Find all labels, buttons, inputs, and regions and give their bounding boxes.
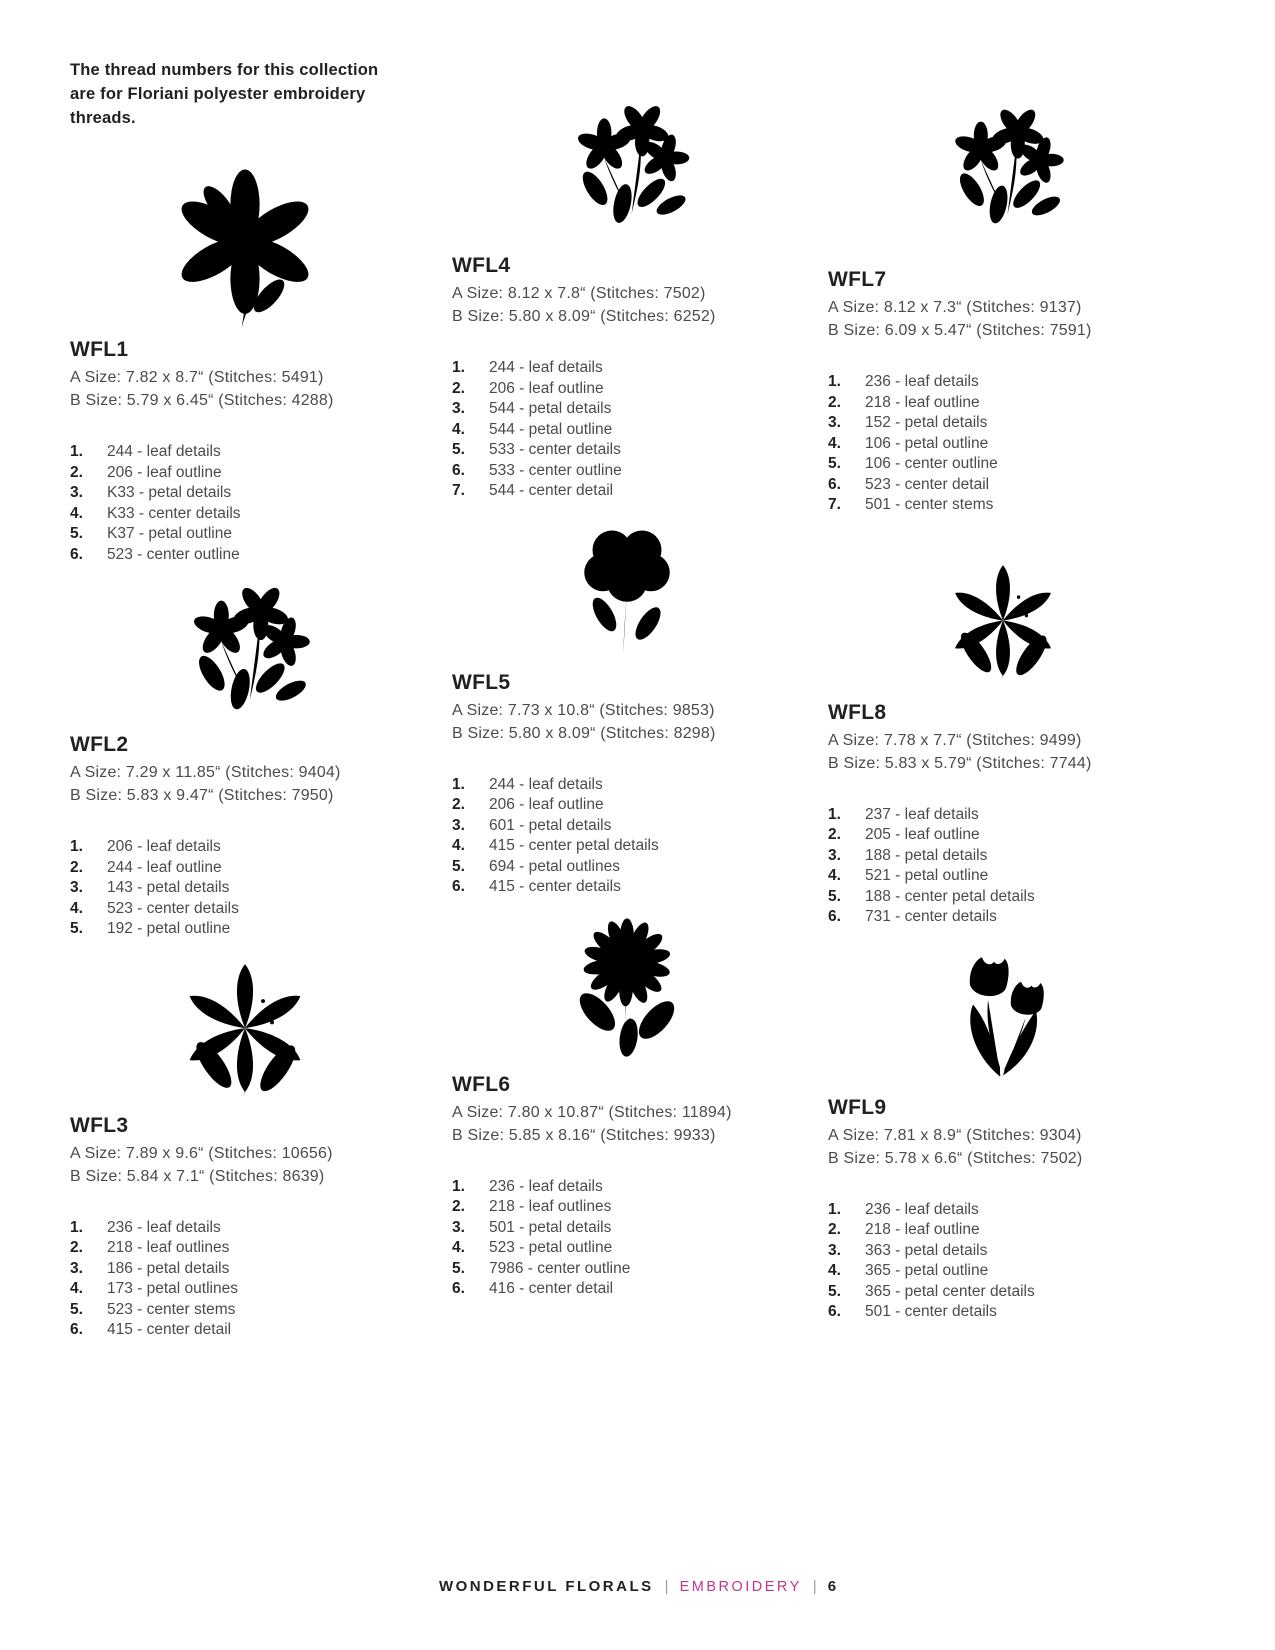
thread-list-item xyxy=(828,495,1178,516)
thread-list-item xyxy=(828,825,1178,846)
thread-list-item xyxy=(70,442,420,463)
item-number: 4. xyxy=(70,504,83,522)
item-text: 501 - center stems xyxy=(865,496,994,513)
thread-list-item xyxy=(452,877,802,898)
thread-list-item xyxy=(452,836,802,857)
item-text: 106 - petal outline xyxy=(865,434,989,452)
item-number: 1. xyxy=(70,1218,83,1236)
item-text: 236 - leaf details xyxy=(865,373,979,390)
item-number: 4. xyxy=(828,867,841,884)
item-number: 7. xyxy=(828,496,841,513)
item-number: 1. xyxy=(452,775,465,793)
thread-list-item xyxy=(828,372,1178,393)
thread-list xyxy=(828,372,1178,516)
item-text: 218 - leaf outline xyxy=(865,1221,980,1238)
item-text: 365 - petal outline xyxy=(865,1262,989,1279)
size-b: B Size: 5.85 x 8.16“ (Stitches: 9933) xyxy=(452,1126,716,1144)
flower-wfl7-image xyxy=(929,92,1077,240)
thread-list-item xyxy=(70,1259,420,1280)
thread-list-item xyxy=(828,1200,1178,1221)
footer-category: EMBROIDERY xyxy=(679,1578,802,1595)
item-text: 106 - center outline xyxy=(865,455,998,472)
item-text: K33 - center details xyxy=(107,504,241,522)
thread-list-item xyxy=(70,1300,420,1321)
design-card-wfl4 xyxy=(452,254,802,502)
thread-list-item xyxy=(452,775,802,796)
flower-illustration-wfl8 xyxy=(828,546,1178,688)
item-text: 523 - center detail xyxy=(865,475,990,493)
item-number: 6. xyxy=(828,908,841,925)
design-card-wfl7 xyxy=(828,268,1178,516)
flower-wfl2-image xyxy=(166,569,324,727)
thread-list-item xyxy=(828,1302,1178,1323)
thread-list-item xyxy=(452,1218,802,1239)
item-text: K37 - petal outline xyxy=(107,525,232,542)
flower-illustration-wfl6 xyxy=(452,900,802,1060)
item-text: 415 - center detail xyxy=(107,1321,232,1338)
item-number: 6. xyxy=(452,1280,465,1297)
thread-list-item xyxy=(452,816,802,837)
item-number: 2. xyxy=(452,1198,465,1215)
footer-divider: | xyxy=(664,1578,669,1595)
design-card-wfl8 xyxy=(828,701,1178,928)
item-text: 244 - leaf details xyxy=(489,775,603,793)
size-a: A Size: 7.81 x 8.9“ (Stitches: 9304) xyxy=(828,1126,1082,1144)
thread-list-item xyxy=(452,440,802,461)
item-text: 544 - petal outline xyxy=(489,420,613,438)
thread-list-item xyxy=(70,878,420,899)
item-text: 501 - center details xyxy=(865,1303,997,1320)
item-text: 365 - petal center details xyxy=(865,1282,1035,1300)
item-text: 601 - petal details xyxy=(489,816,612,834)
item-text: 501 - petal details xyxy=(489,1218,612,1236)
item-text: 236 - leaf details xyxy=(489,1177,603,1195)
design-card-wfl2 xyxy=(70,733,420,940)
item-text: 236 - leaf details xyxy=(865,1200,979,1218)
item-text: 244 - leaf details xyxy=(107,443,221,460)
thread-list-item xyxy=(452,1197,802,1218)
thread-list-item xyxy=(452,857,802,878)
item-number: 4. xyxy=(70,899,83,917)
design-title: WFL6 xyxy=(452,1072,511,1096)
thread-list-item xyxy=(452,358,802,379)
item-number: 3. xyxy=(70,879,83,896)
thread-list-item xyxy=(828,1220,1178,1241)
size-a: A Size: 8.12 x 7.8“ (Stitches: 7502) xyxy=(452,285,706,302)
item-number: 5. xyxy=(452,857,465,875)
thread-list-item xyxy=(70,483,420,504)
item-number: 6. xyxy=(828,475,841,493)
size-b: B Size: 5.79 x 6.45“ (Stitches: 4288) xyxy=(70,392,334,409)
item-number: 3. xyxy=(452,1218,465,1236)
item-number: 3. xyxy=(452,816,465,834)
size-a: A Size: 7.78 x 7.7“ (Stitches: 9499) xyxy=(828,731,1082,749)
item-number: 4. xyxy=(828,434,841,452)
item-text: 7986 - center outline xyxy=(489,1259,631,1277)
flower-illustration-wfl1 xyxy=(70,160,420,332)
thread-list-item xyxy=(70,524,420,545)
item-number: 2. xyxy=(70,463,83,481)
thread-list xyxy=(452,358,802,502)
item-number: 2. xyxy=(452,379,465,397)
flower-wfl6-image xyxy=(547,900,707,1060)
size-a: A Size: 7.80 x 10.87“ (Stitches: 11894) xyxy=(452,1103,732,1121)
thread-list-item xyxy=(70,463,420,484)
thread-list-item xyxy=(452,1259,802,1280)
flower-illustration-wfl3 xyxy=(70,942,420,1106)
item-number: 7. xyxy=(452,482,465,499)
item-text: 521 - petal outline xyxy=(865,867,989,884)
item-number: 1. xyxy=(70,443,83,460)
item-number: 6. xyxy=(828,1303,841,1320)
thread-list xyxy=(828,1200,1178,1323)
thread-list-item xyxy=(828,1241,1178,1262)
design-card-wfl9 xyxy=(828,1096,1178,1323)
flower-illustration-wfl4 xyxy=(452,88,802,240)
thread-list-item xyxy=(452,795,802,816)
flower-wfl3-image xyxy=(163,942,327,1106)
item-number: 5. xyxy=(70,920,83,937)
item-number: 2. xyxy=(452,796,465,813)
thread-list-item xyxy=(828,1261,1178,1282)
item-text: 415 - center details xyxy=(489,878,621,895)
item-number: 5. xyxy=(828,1282,841,1300)
item-text: 244 - leaf outline xyxy=(107,858,222,876)
flower-wfl1-image xyxy=(159,160,331,332)
footer-page-number: 6 xyxy=(827,1578,837,1595)
thread-list-item xyxy=(828,475,1178,496)
thread-list xyxy=(828,805,1178,928)
item-text: 533 - center outline xyxy=(489,461,622,479)
item-text: 218 - leaf outlines xyxy=(107,1239,230,1256)
size-a: A Size: 7.82 x 8.7“ (Stitches: 5491) xyxy=(70,369,324,386)
item-number: 1. xyxy=(828,373,841,390)
item-text: 415 - center petal details xyxy=(489,837,659,854)
item-number: 5. xyxy=(70,525,83,542)
item-text: 523 - center outline xyxy=(107,545,240,563)
item-text: 236 - leaf details xyxy=(107,1218,221,1236)
design-title: WFL1 xyxy=(70,338,129,361)
thread-list xyxy=(452,1177,802,1300)
flower-illustration-wfl9 xyxy=(828,934,1178,1084)
flower-illustration-wfl5 xyxy=(452,508,802,658)
item-number: 2. xyxy=(828,393,841,411)
thread-list-item xyxy=(452,1238,802,1259)
size-b: B Size: 5.84 x 7.1“ (Stitches: 8639) xyxy=(70,1167,325,1185)
thread-list xyxy=(70,442,420,565)
footer-collection-title: WONDERFUL FLORALS xyxy=(438,1578,654,1595)
item-number: 4. xyxy=(452,837,465,854)
item-number: 3. xyxy=(452,400,465,417)
item-number: 5. xyxy=(452,1259,465,1277)
design-title: WFL9 xyxy=(828,1095,887,1119)
thread-list-item xyxy=(452,481,802,502)
size-b: B Size: 5.80 x 8.09“ (Stitches: 8298) xyxy=(452,724,716,742)
item-number: 6. xyxy=(452,461,465,479)
item-number: 4. xyxy=(452,420,465,438)
item-text: 523 - center details xyxy=(107,899,239,917)
size-b: B Size: 5.80 x 8.09“ (Stitches: 6252) xyxy=(452,308,716,325)
page-footer xyxy=(0,1578,1275,1595)
flower-illustration-wfl2 xyxy=(70,569,420,727)
item-number: 4. xyxy=(452,1239,465,1256)
column-right xyxy=(828,0,1178,1323)
design-card-wfl6 xyxy=(452,1073,802,1300)
flower-wfl5-image xyxy=(552,508,702,658)
thread-list-item xyxy=(452,399,802,420)
item-number: 4. xyxy=(70,1280,83,1297)
thread-list xyxy=(452,775,802,898)
thread-list-item xyxy=(828,434,1178,455)
item-text: 143 - petal details xyxy=(107,879,230,896)
item-text: 173 - petal outlines xyxy=(107,1280,238,1297)
flower-wfl8-image xyxy=(932,546,1074,688)
size-b: B Size: 5.83 x 5.79“ (Stitches: 7744) xyxy=(828,754,1092,772)
footer-divider: | xyxy=(812,1578,817,1595)
thread-list xyxy=(70,837,420,940)
size-a: A Size: 8.12 x 7.3“ (Stitches: 9137) xyxy=(828,299,1082,316)
column-left xyxy=(70,0,420,1341)
size-a: A Size: 7.89 x 9.6“ (Stitches: 10656) xyxy=(70,1144,333,1162)
design-title: WFL2 xyxy=(70,733,129,756)
thread-list-item xyxy=(70,1238,420,1259)
item-text: 188 - petal details xyxy=(865,846,988,864)
item-text: 192 - petal outline xyxy=(107,920,231,937)
thread-list-item xyxy=(828,413,1178,434)
design-title: WFL8 xyxy=(828,700,887,724)
item-number: 3. xyxy=(70,484,83,501)
item-text: 186 - petal details xyxy=(107,1259,230,1277)
item-text: 152 - petal details xyxy=(865,414,988,431)
item-number: 6. xyxy=(70,545,83,563)
thread-list-item xyxy=(452,1177,802,1198)
design-card-wfl1 xyxy=(70,338,420,565)
thread-list-item xyxy=(70,837,420,858)
item-number: 5. xyxy=(828,887,841,905)
thread-list-item xyxy=(70,545,420,566)
item-number: 5. xyxy=(452,441,465,458)
size-b: B Size: 5.78 x 6.6“ (Stitches: 7502) xyxy=(828,1149,1083,1167)
item-number: 2. xyxy=(828,1221,841,1238)
item-text: K33 - petal details xyxy=(107,484,232,501)
flower-wfl9-image xyxy=(928,934,1078,1084)
thread-list-item xyxy=(70,858,420,879)
item-text: 218 - leaf outlines xyxy=(489,1198,612,1215)
item-number: 3. xyxy=(828,414,841,431)
item-text: 206 - leaf outline xyxy=(107,463,222,481)
thread-list-item xyxy=(828,1282,1178,1303)
thread-list-item xyxy=(828,887,1178,908)
thread-list-item xyxy=(70,1279,420,1300)
thread-list-item xyxy=(828,907,1178,928)
design-card-wfl5 xyxy=(452,671,802,898)
thread-list-item xyxy=(828,454,1178,475)
thread-list xyxy=(70,1218,420,1341)
flower-illustration-wfl7 xyxy=(828,92,1178,240)
item-text: 206 - leaf outline xyxy=(489,796,604,813)
item-number: 2. xyxy=(70,858,83,876)
item-text: 694 - petal outlines xyxy=(489,857,620,875)
item-number: 3. xyxy=(828,1241,841,1259)
item-text: 206 - leaf outline xyxy=(489,379,604,397)
thread-list-item xyxy=(452,461,802,482)
item-number: 4. xyxy=(828,1262,841,1279)
item-text: 237 - leaf details xyxy=(865,805,979,823)
item-text: 544 - center detail xyxy=(489,482,614,499)
item-text: 363 - petal details xyxy=(865,1241,988,1259)
item-number: 5. xyxy=(70,1300,83,1318)
size-a: A Size: 7.29 x 11.85“ (Stitches: 9404) xyxy=(70,764,341,781)
item-number: 2. xyxy=(70,1239,83,1256)
design-card-wfl3 xyxy=(70,1114,420,1341)
thread-list-item xyxy=(452,379,802,400)
thread-list-item xyxy=(452,1279,802,1300)
item-text: 544 - petal details xyxy=(489,400,612,417)
item-number: 1. xyxy=(70,838,83,855)
item-text: 188 - center petal details xyxy=(865,887,1035,905)
item-number: 1. xyxy=(452,359,465,376)
thread-list-item xyxy=(828,866,1178,887)
thread-list-item xyxy=(70,899,420,920)
item-number: 1. xyxy=(828,1200,841,1218)
item-number: 1. xyxy=(828,805,841,823)
thread-list-item xyxy=(70,1320,420,1341)
size-b: B Size: 6.09 x 5.47“ (Stitches: 7591) xyxy=(828,322,1092,339)
item-number: 6. xyxy=(70,1321,83,1338)
column-middle xyxy=(452,0,802,1300)
flower-wfl4-image xyxy=(551,88,703,240)
thread-list-item xyxy=(70,919,420,940)
size-a: A Size: 7.73 x 10.8“ (Stitches: 9853) xyxy=(452,701,715,719)
design-title: WFL5 xyxy=(452,670,511,694)
item-number: 3. xyxy=(828,846,841,864)
item-text: 205 - leaf outline xyxy=(865,826,980,843)
thread-list-item xyxy=(828,805,1178,826)
item-number: 1. xyxy=(452,1177,465,1195)
thread-list-item xyxy=(70,1218,420,1239)
design-title: WFL7 xyxy=(828,268,887,291)
design-title: WFL4 xyxy=(452,254,511,277)
item-text: 523 - center stems xyxy=(107,1300,236,1318)
item-number: 3. xyxy=(70,1259,83,1277)
item-text: 244 - leaf details xyxy=(489,359,603,376)
item-text: 416 - center detail xyxy=(489,1280,614,1297)
item-number: 6. xyxy=(452,878,465,895)
intro-text: The thread numbers for this collection are for Floriani polyester embroidery threads. xyxy=(70,61,379,127)
size-b: B Size: 5.83 x 9.47“ (Stitches: 7950) xyxy=(70,787,334,804)
item-text: 206 - leaf details xyxy=(107,838,221,855)
item-number: 5. xyxy=(828,455,841,472)
item-text: 218 - leaf outline xyxy=(865,393,980,411)
thread-list-item xyxy=(452,420,802,441)
thread-list-item xyxy=(70,504,420,525)
thread-list-item xyxy=(828,846,1178,867)
item-text: 731 - center details xyxy=(865,908,997,925)
item-number: 2. xyxy=(828,826,841,843)
item-text: 523 - petal outline xyxy=(489,1239,613,1256)
design-title: WFL3 xyxy=(70,1113,129,1137)
thread-list-item xyxy=(828,393,1178,414)
item-text: 533 - center details xyxy=(489,441,621,458)
